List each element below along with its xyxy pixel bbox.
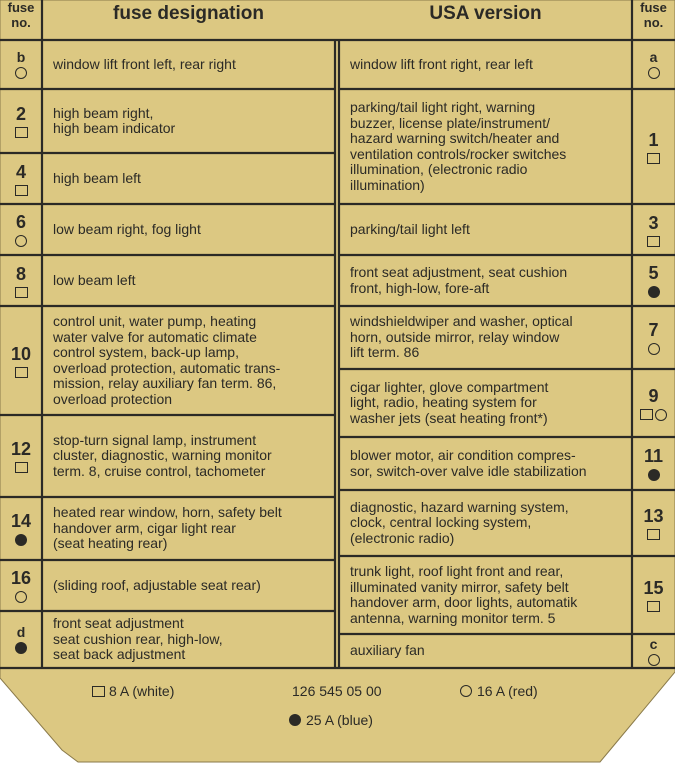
fuse-designation-text: blower motor, air condition compres- sor, switch-over valve idle stabilization [350, 447, 587, 479]
fuse-number-cell [0, 89, 42, 153]
fuse-number-cell [632, 40, 675, 89]
fuse-number: 3 [648, 212, 659, 233]
header-fuse-no-right [632, 0, 675, 30]
legend-white [92, 683, 174, 699]
square-icon [15, 127, 28, 138]
fuse-designation-text: high beam left [53, 169, 141, 186]
fuse-designation-text: parking/tail light left [350, 220, 470, 237]
fuse-designation-text: diagnostic, hazard warning system, clock, central locking system, (electronic radio) [350, 498, 569, 546]
circle-icon [15, 67, 27, 79]
fuse-designation-text: (sliding roof, adjustable seat rear) [53, 576, 261, 593]
fuse-number-cell [0, 560, 42, 611]
fuse-number: b [16, 49, 26, 65]
fuse-designation-text: low beam left [53, 271, 136, 288]
circle-icon [648, 654, 660, 666]
fuse-number: 2 [15, 104, 26, 124]
fuse-designation-text: auxiliary fan [350, 642, 425, 659]
circle-icon [460, 685, 472, 697]
legend-blue-label: 25 A (blue) [306, 712, 373, 728]
fuse-number: 8 [15, 263, 26, 284]
legend-red-label: 16 A (red) [477, 683, 538, 699]
square-icon [647, 236, 660, 247]
fuse-designation-cell [339, 204, 632, 255]
square-icon [640, 409, 653, 420]
fuse-number-cell [0, 611, 42, 668]
fuse-number: 14 [10, 511, 32, 531]
legend-blue [289, 712, 373, 728]
fuse-number-cell [632, 255, 675, 306]
fuse-designation-cell [339, 556, 632, 634]
fuse-number-cell [632, 556, 675, 634]
dot-icon [648, 469, 660, 481]
fuse-designation-text: windshieldwiper and washer, optical horn, outside mirror, relay window lift term. 86 [350, 313, 573, 361]
fuse-number: 7 [648, 320, 659, 340]
dot-icon [15, 642, 27, 654]
fuse-number: 16 [10, 568, 32, 588]
fuse-number-cell [632, 204, 675, 255]
square-icon [92, 686, 105, 697]
square-icon [647, 529, 660, 540]
square-icon [15, 185, 28, 196]
part-number-label: 126 545 05 00 [292, 683, 382, 699]
fuse-number: 5 [648, 263, 659, 283]
fuse-designation-cell [339, 634, 632, 668]
circle-icon [648, 67, 660, 79]
fuse-number-cell [632, 89, 675, 204]
legend-white-label: 8 A (white) [109, 683, 175, 699]
fuse-designation-cell [42, 415, 335, 497]
fuse-number-cell [0, 40, 42, 89]
fuse-number-cell [632, 490, 675, 556]
fuse-number-cell [632, 634, 675, 668]
fuse-number: 10 [10, 343, 32, 364]
fuse-designation-cell [339, 437, 632, 490]
fuse-number-cell [0, 204, 42, 255]
fuse-designation-text: heated rear window, horn, safety belt handover arm, cigar light rear (seat heating rear) [53, 504, 282, 552]
circle-icon [655, 409, 667, 421]
fuse-designation-text: low beam right, fog light [53, 220, 201, 237]
legend-red [460, 683, 538, 699]
header-no-label: no. [643, 15, 664, 30]
square-icon [15, 287, 28, 298]
fuse-number-cell [0, 497, 42, 560]
fuse-number-cell [632, 306, 675, 369]
fuse-designation-text: control unit, water pump, heating water valve for automatic climate control system, back-up lamp, overload protection, automatic trans- mission, relay auxiliary fan term. 86, overload protection [53, 313, 281, 407]
header-usa-version: USA version [429, 3, 542, 24]
circle-icon [15, 591, 27, 603]
fuse-number: 11 [643, 446, 664, 466]
fuse-number-cell [0, 255, 42, 306]
fuse-number: c [649, 635, 658, 652]
fuse-number-cell [632, 437, 675, 490]
header-fuse-label: fuse [640, 0, 667, 15]
fuse-number-cell [632, 369, 675, 437]
fuse-designation-cell [42, 255, 335, 306]
fuse-number-cell [0, 306, 42, 415]
fuse-designation-text: parking/tail light right, warning buzzer, license plate/instrument/ hazard warning switch/heater and ventilation controls/rocker switches illumination, (electronic radio illumination) [350, 99, 567, 193]
fuse-designation-cell [339, 40, 632, 89]
fuse-number: 13 [643, 506, 664, 526]
fuse-number: 9 [648, 385, 659, 406]
fuse-designation-cell [42, 560, 335, 611]
fuse-designation-text: cigar lighter, glove compartment light, radio, heating system for washer jets (seat heating front*) [350, 378, 549, 426]
square-icon [15, 367, 28, 378]
fuse-number: a [649, 49, 658, 65]
fuse-designation-cell [339, 89, 632, 204]
header-fuse-no-left [0, 0, 42, 30]
square-icon [647, 153, 660, 164]
fuse-number: d [16, 624, 26, 640]
fuse-number: 6 [15, 212, 26, 232]
circle-icon [15, 235, 27, 247]
header-designation: fuse designation [113, 3, 264, 24]
dot-icon [15, 534, 27, 546]
header-fuse-label: fuse [7, 0, 35, 15]
fuse-designation-cell [339, 490, 632, 556]
fuse-designation-text: window lift front left, rear right [53, 55, 236, 72]
fuse-number: 4 [15, 161, 26, 182]
square-icon [15, 462, 28, 473]
fuse-designation-cell [339, 255, 632, 306]
fuse-designation-text: front seat adjustment, seat cushion front, high-low, fore-aft [350, 264, 568, 296]
fuse-number: 12 [10, 439, 32, 459]
dot-icon [289, 714, 301, 726]
fuse-designation-text: front seat adjustment seat cushion rear, high-low, seat back adjustment [53, 615, 223, 663]
fuse-designation-cell [42, 204, 335, 255]
part-number [292, 683, 382, 699]
fuse-designation-cell [339, 306, 632, 369]
header-no-label: no. [11, 15, 31, 30]
fuse-number-cell [0, 153, 42, 204]
fuse-designation-cell [42, 306, 335, 415]
fuse-designation-cell [42, 497, 335, 560]
circle-icon [648, 343, 660, 355]
fuse-designation-text: window lift front right, rear left [350, 55, 533, 72]
square-circle-icon [640, 409, 667, 421]
fuse-designation-text: high beam right, high beam indicator [53, 104, 176, 136]
fuse-designation-text: stop-turn signal lamp, instrument cluster, diagnostic, warning monitor term. 8, cruise control, tachometer [53, 431, 272, 479]
fuse-designation-cell [42, 611, 335, 668]
fuse-designation-cell [42, 40, 335, 89]
fuse-number-cell [0, 415, 42, 497]
fuse-designation-cell [42, 89, 335, 153]
fuse-designation-cell [42, 153, 335, 204]
square-icon [647, 601, 660, 612]
fuse-number: 15 [643, 578, 664, 598]
fuse-designation-text: trunk light, roof light front and rear, illuminated vanity mirror, safety belt handover arm, door lights, automatik antenna, warning monitor term. 5 [350, 563, 578, 626]
fuse-designation-cell [339, 369, 632, 437]
fuse-number: 1 [648, 129, 659, 150]
dot-icon [648, 286, 660, 298]
